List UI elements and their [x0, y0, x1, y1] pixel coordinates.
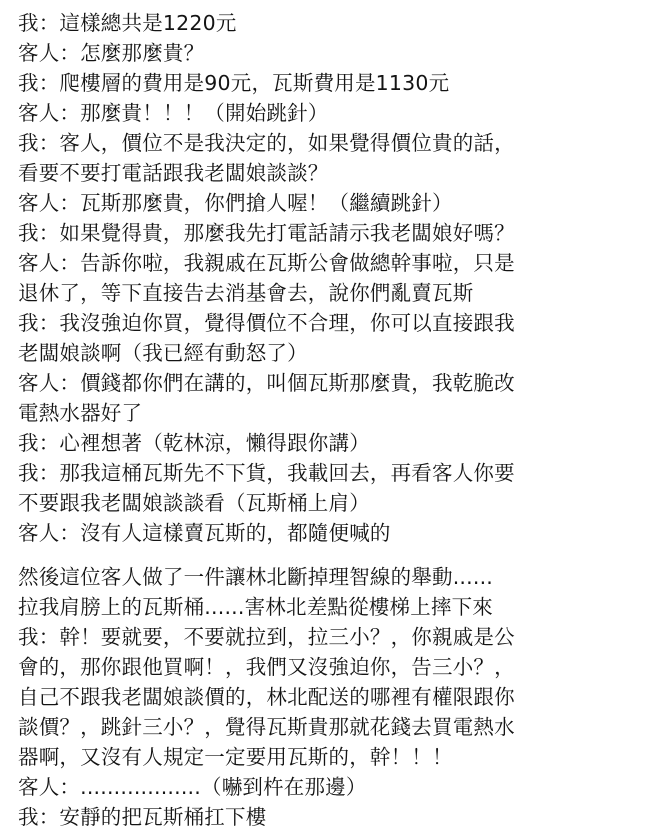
- transcript-line: 然後這位客人做了一件讓林北斷掉理智線的舉動......: [18, 565, 493, 589]
- transcript-block: [18, 128, 646, 188]
- transcript-line: 客人：告訴你啦，我親戚在瓦斯公會做總幹事啦，只是: [18, 251, 515, 275]
- transcript-line: 我：心裡想著（乾林涼，懶得跟你講）: [18, 431, 370, 455]
- transcript-block: [18, 368, 646, 428]
- transcript-block: [18, 562, 646, 622]
- transcript-line: 不要跟我老闆娘談談看（瓦斯桶上肩）: [18, 491, 370, 515]
- transcript-line: 客人：..................（嚇到杵在那邊）: [18, 775, 367, 799]
- transcript-line: 談價？，跳針三小？，覺得瓦斯貴那就花錢去買電熱水: [18, 715, 515, 739]
- transcript-line: 自己不跟我老闆娘談價的，林北配送的哪裡有權限跟你: [18, 685, 515, 709]
- transcript-line: 客人：瓦斯那麼貴，你們搶人喔！（繼續跳針）: [18, 191, 453, 215]
- transcript-line: 客人：那麼貴！！！（開始跳針）: [18, 101, 329, 125]
- transcript-line: 退休了，等下直接告去消基會去，說你們亂賣瓦斯: [18, 281, 474, 305]
- transcript-block: [18, 68, 646, 98]
- transcript-block: [18, 308, 646, 368]
- transcript-content: [18, 8, 646, 832]
- transcript-block: [18, 218, 646, 248]
- transcript-block: [18, 248, 646, 308]
- transcript-block: [18, 8, 646, 38]
- transcript-line: 器啊，又沒有人規定一定要用瓦斯的，幹！！！: [18, 745, 453, 769]
- transcript-line: 我：客人，價位不是我決定的，如果覺得價位貴的話，: [18, 131, 515, 155]
- transcript-block: [18, 518, 646, 548]
- transcript-line: 我：如果覺得貴，那麼我先打電話請示我老闆娘好嗎？: [18, 221, 515, 245]
- transcript-block: [18, 458, 646, 518]
- transcript-block: [18, 188, 646, 218]
- transcript-block: [18, 622, 646, 772]
- transcript-block: [18, 98, 646, 128]
- transcript-line: 拉我肩膀上的瓦斯桶......害林北差點從樓梯上摔下來: [18, 595, 493, 619]
- transcript-line: 電熱水器好了: [18, 401, 143, 425]
- transcript-line: 我：幹！要就要，不要就拉到，拉三小？，你親戚是公: [18, 625, 515, 649]
- transcript-line: 老闆娘談啊（我已經有動怒了）: [18, 341, 308, 365]
- paragraph-spacer: [18, 548, 646, 562]
- transcript-line: 客人：怎麼那麼貴？: [18, 41, 205, 65]
- transcript-line: 會的，那你跟他買啊！，我們又沒強迫你，告三小？，: [18, 655, 515, 679]
- transcript-line: 我：這樣總共是1220元: [18, 11, 237, 35]
- transcript-block: [18, 428, 646, 458]
- transcript-block: [18, 802, 646, 832]
- transcript-line: 我：爬樓層的費用是90元，瓦斯費用是1130元: [18, 71, 450, 95]
- transcript-line: 我：那我這桶瓦斯先不下貨，我載回去，再看客人你要: [18, 461, 515, 485]
- transcript-line: 我：我沒強迫你買，覺得價位不合理，你可以直接跟我: [18, 311, 515, 335]
- transcript-line: 客人：價錢都你們在講的，叫個瓦斯那麼貴，我乾脆改: [18, 371, 515, 395]
- transcript-line: 看要不要打電話跟我老闆娘談談？: [18, 161, 329, 185]
- transcript-block: [18, 38, 646, 68]
- transcript-line: 我：安靜的把瓦斯桶扛下樓: [18, 805, 267, 829]
- transcript-line: 客人：沒有人這樣賣瓦斯的，都隨便喊的: [18, 521, 391, 545]
- transcript-block: [18, 772, 646, 802]
